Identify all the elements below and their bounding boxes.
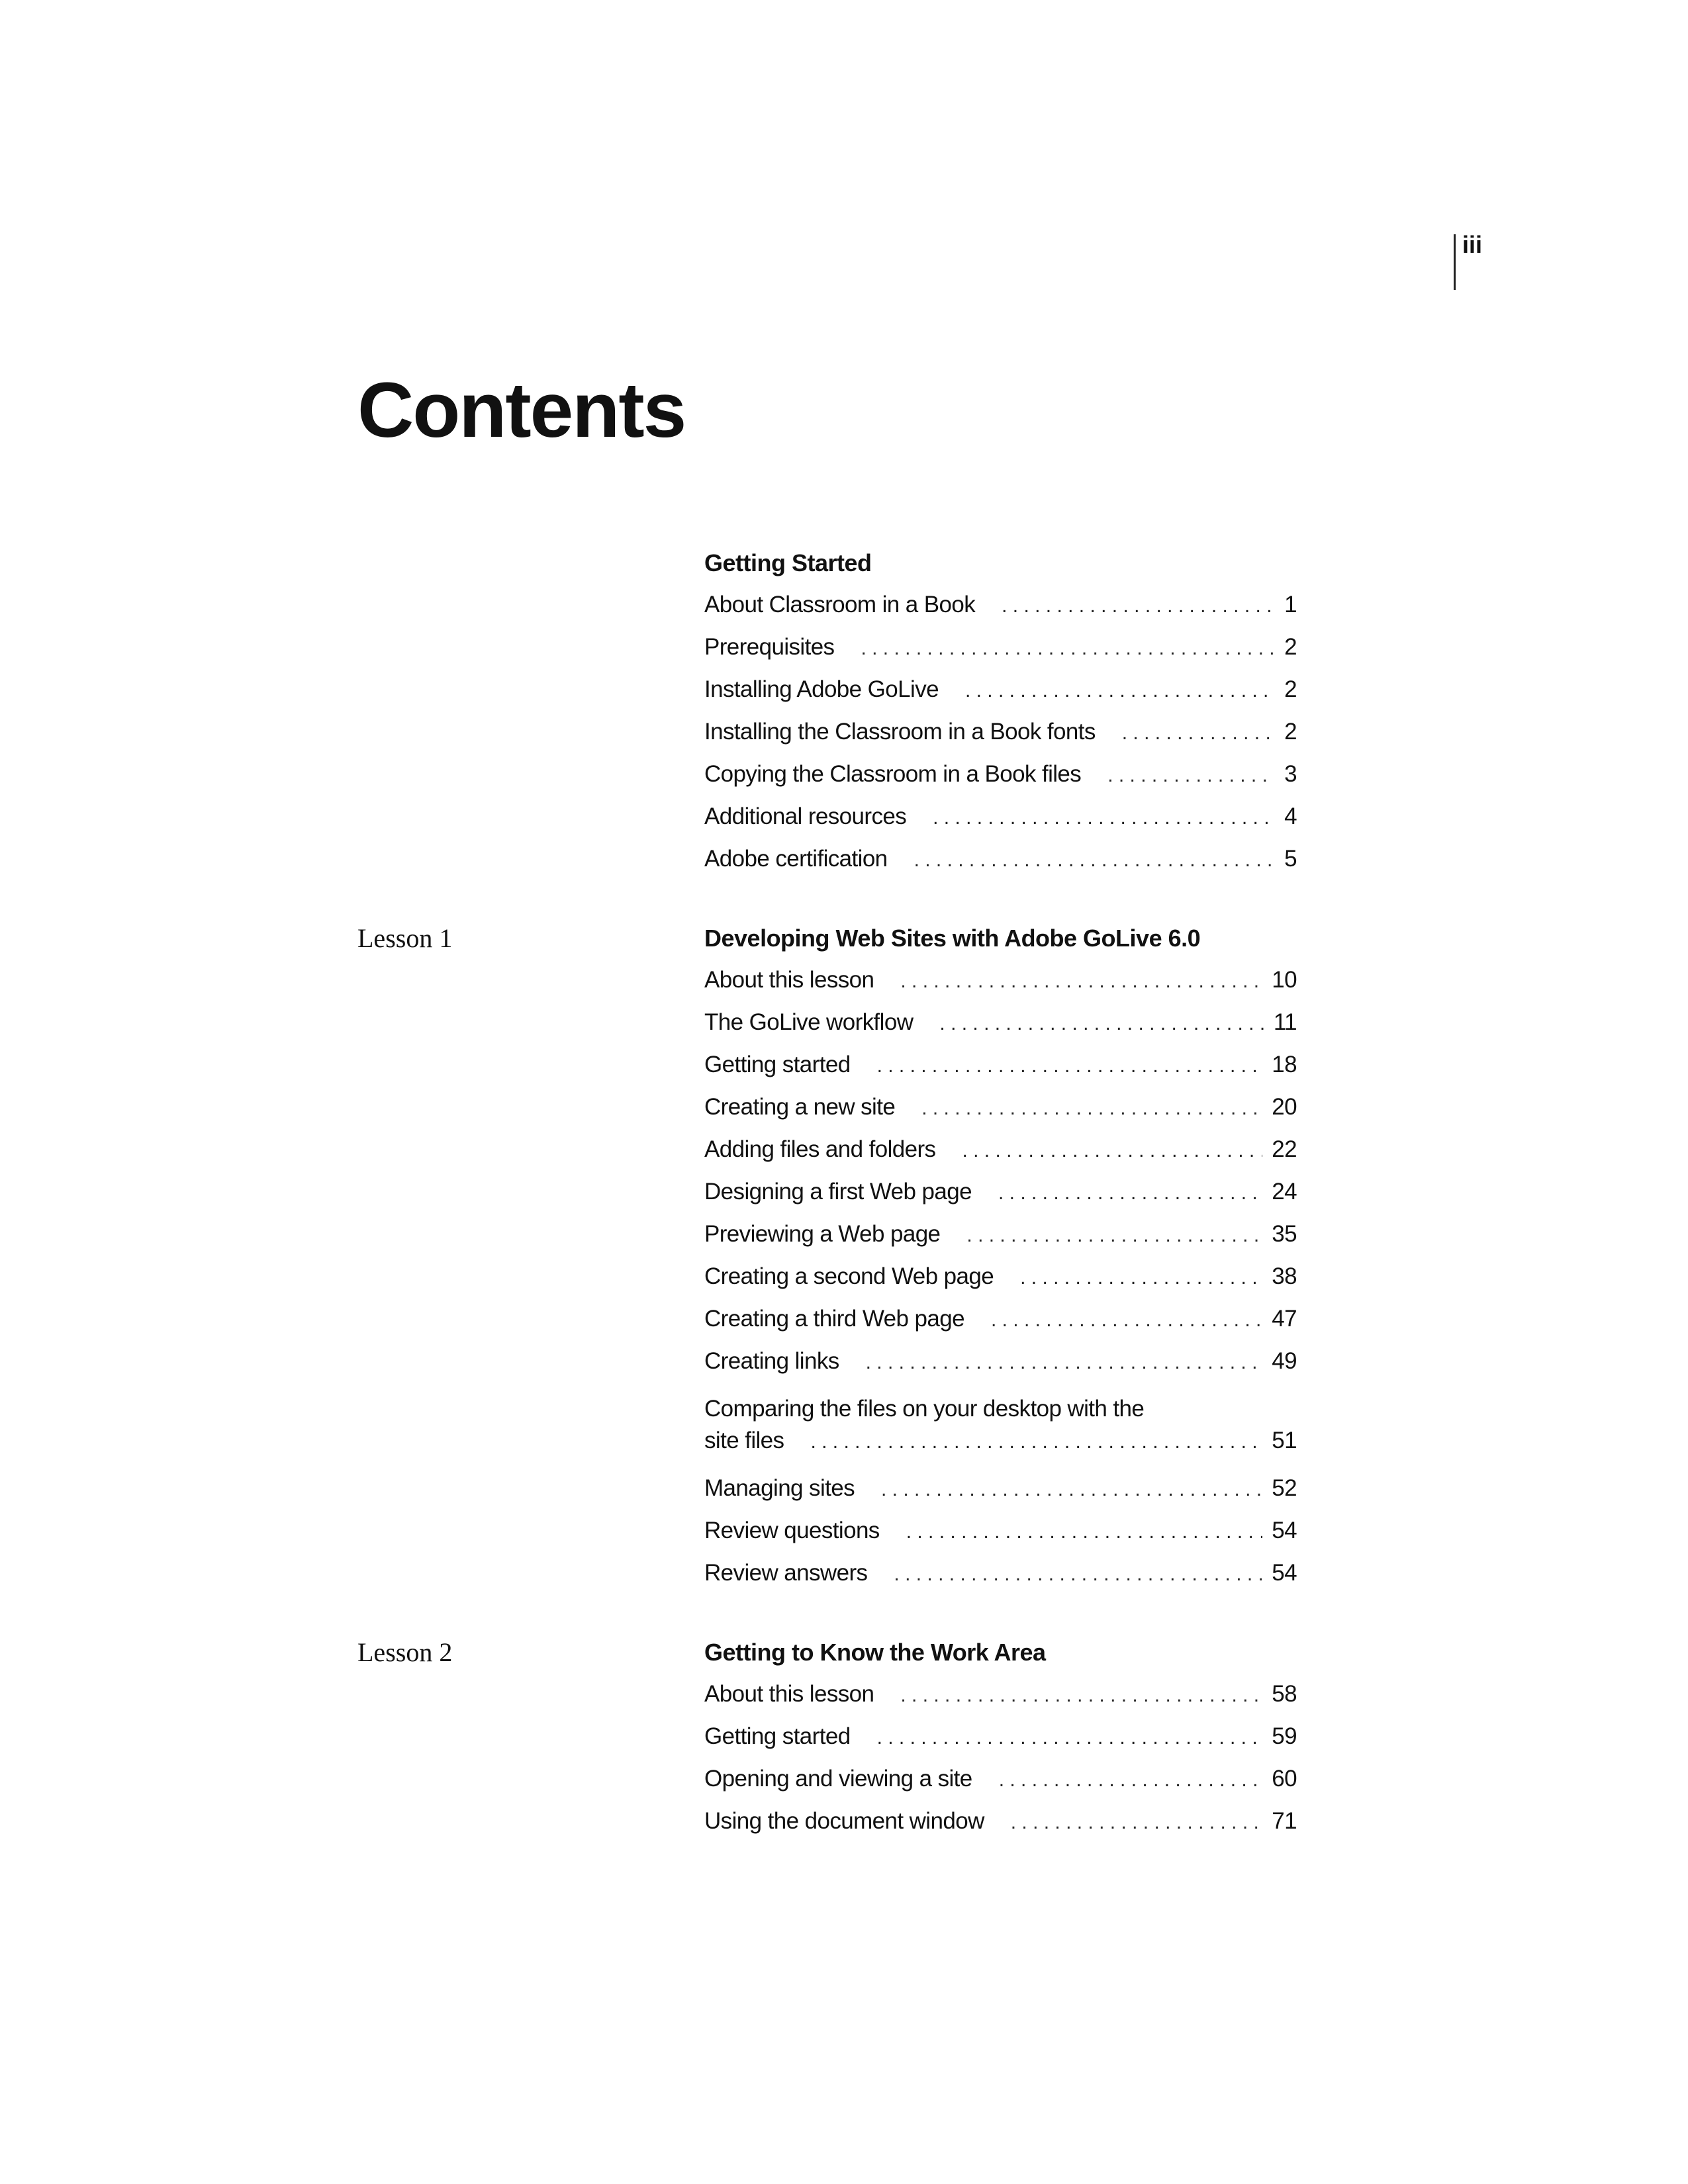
dot-leader: [1107, 754, 1275, 797]
dot-leader: [881, 1469, 1262, 1511]
section-heading: Getting Started: [704, 549, 872, 576]
dot-leader: [998, 1172, 1262, 1214]
section-heading: Getting to Know the Work Area: [704, 1639, 1046, 1666]
toc-entry[interactable]: [704, 1467, 1297, 1510]
toc-entry[interactable]: [704, 668, 1297, 711]
entry-title: About this lesson: [704, 1681, 874, 1707]
toc-entry-wrapped[interactable]: [704, 1383, 1297, 1467]
dot-leader: [866, 1342, 1263, 1384]
lesson-label: Lesson 2: [357, 1637, 453, 1667]
dot-leader: [810, 1426, 1262, 1458]
entry-title: Prerequisites: [704, 634, 835, 660]
entry-title: Creating a second Web page: [704, 1263, 994, 1289]
dot-leader: [921, 1087, 1262, 1130]
dot-leader: [962, 1130, 1262, 1172]
toc-entry[interactable]: [704, 753, 1297, 796]
entry-page-number: 58: [1272, 1681, 1297, 1707]
toc-entry[interactable]: [704, 1213, 1297, 1255]
entry-title: About Classroom in a Book: [704, 592, 976, 617]
entry-page-number: 10: [1272, 967, 1297, 993]
entry-title: Previewing a Web page: [704, 1221, 941, 1247]
dot-leader: [939, 1003, 1264, 1045]
entry-page-number: 5: [1284, 846, 1297, 872]
toc-entry[interactable]: [704, 1800, 1297, 1843]
entry-title: Managing sites: [704, 1475, 855, 1501]
toc-entry[interactable]: [704, 1001, 1297, 1044]
entry-page-number: 35: [1272, 1221, 1297, 1247]
entry-page-number: 60: [1272, 1766, 1297, 1792]
toc-entry[interactable]: [704, 1255, 1297, 1298]
entry-page-number: 49: [1272, 1348, 1297, 1374]
entry-page-number: 51: [1272, 1428, 1297, 1453]
toc-entry[interactable]: [704, 796, 1297, 838]
entry-page-number: 54: [1272, 1560, 1297, 1586]
entry-title: Creating a new site: [704, 1094, 896, 1120]
page-title: Contents: [357, 367, 686, 454]
entry-title: Getting started: [704, 1723, 851, 1749]
dot-leader: [894, 1553, 1262, 1596]
entry-title: Creating links: [704, 1348, 839, 1374]
entry-page-number: 24: [1272, 1179, 1297, 1205]
toc-section-lesson-1: [0, 918, 1688, 1594]
toc-entry[interactable]: [704, 1673, 1297, 1715]
entry-title: Review answers: [704, 1560, 868, 1586]
entry-page-number: 47: [1272, 1306, 1297, 1332]
toc-entry[interactable]: [704, 584, 1297, 626]
dot-leader: [900, 1674, 1262, 1717]
toc-entry[interactable]: [704, 711, 1297, 753]
entry-title: Creating a third Web page: [704, 1306, 964, 1332]
entry-page-number: 11: [1273, 1009, 1297, 1035]
entry-page-number: 1: [1284, 592, 1297, 617]
table-of-contents: [0, 543, 1688, 1880]
entry-page-number: 22: [1272, 1136, 1297, 1162]
dot-leader: [914, 839, 1276, 882]
dot-leader: [861, 627, 1275, 670]
dot-leader: [933, 797, 1275, 839]
toc-entry[interactable]: [704, 1128, 1297, 1171]
entry-page-number: 52: [1272, 1475, 1297, 1501]
entry-page-number: 18: [1272, 1052, 1297, 1077]
dot-leader: [1020, 1257, 1262, 1299]
toc-entry[interactable]: [704, 1510, 1297, 1552]
dot-leader: [900, 960, 1262, 1003]
toc-entry[interactable]: [704, 1044, 1297, 1086]
folio-rule: [1454, 234, 1456, 290]
entry-title: Copying the Classroom in a Book files: [704, 761, 1082, 787]
entry-title: Getting started: [704, 1052, 851, 1077]
entry-page-number: 2: [1284, 634, 1297, 660]
page-number-folio: iii: [1462, 231, 1483, 258]
toc-entry[interactable]: [704, 626, 1297, 668]
dot-leader: [999, 1759, 1263, 1801]
entry-title: Using the document window: [704, 1808, 984, 1834]
entry-page-number: 59: [1272, 1723, 1297, 1749]
entry-page-number: 54: [1272, 1518, 1297, 1543]
entry-title: Installing Adobe GoLive: [704, 676, 939, 702]
entry-page-number: 4: [1284, 803, 1297, 829]
toc-entry[interactable]: [704, 1171, 1297, 1213]
dot-leader: [1122, 712, 1275, 754]
entry-page-number: 38: [1272, 1263, 1297, 1289]
lesson-label: Lesson 1: [357, 923, 453, 953]
dot-leader: [966, 1214, 1262, 1257]
entry-title: The GoLive workflow: [704, 1009, 914, 1035]
entry-title: Comparing the files on your desktop with the: [704, 1396, 1145, 1422]
toc-entry[interactable]: [704, 838, 1297, 880]
toc-entry[interactable]: [704, 1715, 1297, 1758]
dot-leader: [1002, 585, 1275, 627]
toc-entry[interactable]: [704, 1086, 1297, 1128]
entry-page-number: 20: [1272, 1094, 1297, 1120]
toc-section-getting-started: [0, 543, 1688, 880]
entry-title: Adobe certification: [704, 846, 888, 872]
dot-leader: [965, 670, 1275, 712]
entry-title-continued: site files: [704, 1428, 784, 1453]
toc-entry[interactable]: [704, 959, 1297, 1001]
toc-entry[interactable]: [704, 1340, 1297, 1383]
entry-title: About this lesson: [704, 967, 874, 993]
dot-leader: [877, 1045, 1263, 1087]
dot-leader: [877, 1717, 1263, 1759]
entry-title: Installing the Classroom in a Book fonts: [704, 719, 1096, 745]
entry-page-number: 2: [1284, 676, 1297, 702]
dot-leader: [991, 1299, 1262, 1342]
toc-entry[interactable]: [704, 1552, 1297, 1594]
entry-page-number: 2: [1284, 719, 1297, 745]
section-heading: Developing Web Sites with Adobe GoLive 6.0: [704, 925, 1201, 952]
entry-title: Designing a first Web page: [704, 1179, 972, 1205]
entry-title: Additional resources: [704, 803, 907, 829]
entry-page-number: 71: [1272, 1808, 1297, 1834]
entry-title: Opening and viewing a site: [704, 1766, 972, 1792]
entry-page-number: 3: [1284, 761, 1297, 787]
toc-entry[interactable]: [704, 1758, 1297, 1800]
entry-title: Review questions: [704, 1518, 880, 1543]
dot-leader: [1011, 1801, 1263, 1844]
toc-section-lesson-2: [0, 1632, 1688, 1843]
dot-leader: [906, 1511, 1263, 1553]
toc-entry[interactable]: [704, 1298, 1297, 1340]
entry-title: Adding files and folders: [704, 1136, 936, 1162]
